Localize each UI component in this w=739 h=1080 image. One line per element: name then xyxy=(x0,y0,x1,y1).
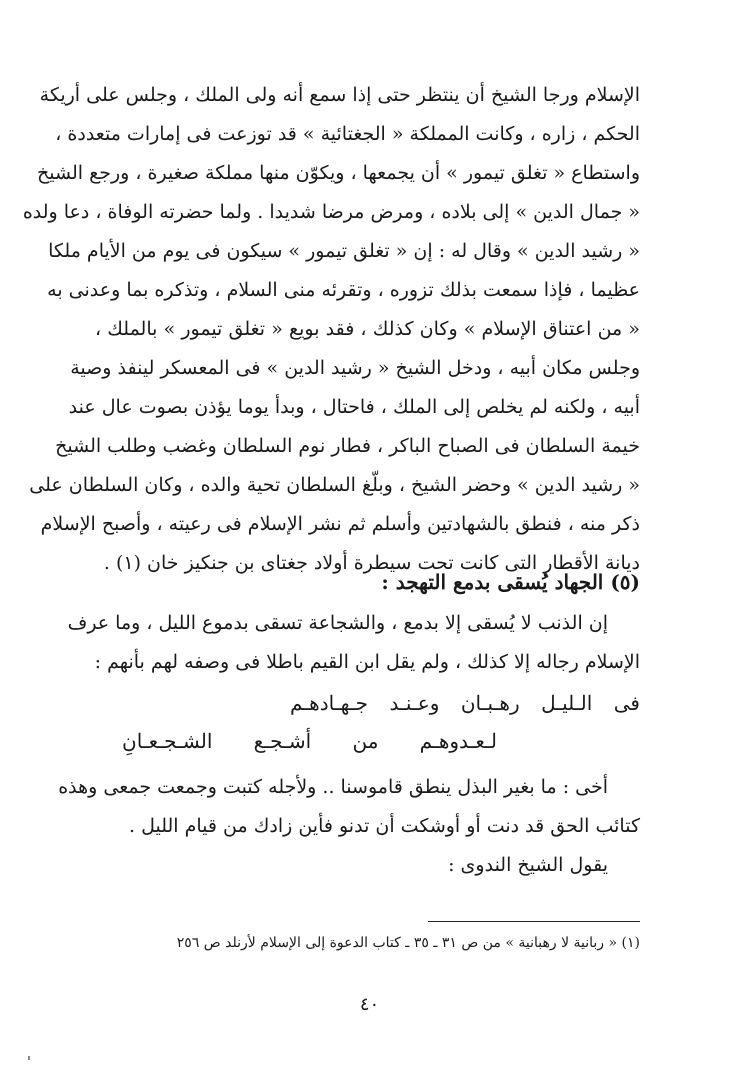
text-line: الإسلام رجاله إلا كذلك ، ولم يقل ابن القيم باطلا فى وصفه لهم بأنهم : xyxy=(94,651,640,673)
verse-hemistich-1: فى الـليـل رهـبـان وعـنـد جـهـادهـم xyxy=(290,691,640,715)
text-line: ديانة الأقطار التى كانت تحت سيطرة أولاد جغتاى بن جنكيز خان (١) . xyxy=(103,552,640,574)
text-line: أخى : ما بغير البذل ينطق قاموسنا .. ولأجله كتبت وجمعت جمعى وهذه xyxy=(58,776,608,798)
scan-speck xyxy=(28,1056,30,1060)
closing-line: يقول الشيخ الندوى : xyxy=(448,854,608,876)
verse-hemistich-2: لـعـدوهـم من أشـجـع الشـجـعـانِ xyxy=(122,729,497,753)
text-line: كتائب الحق قد دنت أو أوشكت أن تدنو فأين زادك من قيام الليل . xyxy=(129,815,640,837)
text-line: الإسلام ورجا الشيخ أن ينتظر حتى إذا سمع أنه ولى الملك ، وجلس على أريكة xyxy=(39,84,640,106)
page-number: ٤٠ xyxy=(359,994,380,1015)
text-line: ذكر منه ، فنطق بالشهادتين وأسلم ثم نشر الإسلام فى رعيته ، وأصبح الإسلام xyxy=(40,513,640,535)
text-line: واستطاع « تغلق تيمور » أن يجمعها ، ويكوّن منها مملكة صغيرة ، ورجع الشيخ xyxy=(37,162,640,184)
text-line: عظيما ، فإذا سمعت بذلك تزوره ، وتقرئه منى السلام ، وتذكره بما وعدنى به xyxy=(47,279,640,301)
footnote: (١) « ربانية لا رهبانية » من ص ٣١ ـ ٣٥ ـ كتاب الدعوة إلى الإسلام لأرنلد ص ٢٥٦ xyxy=(176,935,640,951)
text-line: إن الذنب لا يُسقى إلا بدمع ، والشجاعة تسقى بدموع الليل ، وما عرف xyxy=(67,612,608,634)
text-line: « رشيد الدين » وحضر الشيخ ، وبلّغ السلطان تحية والده ، وكان السلطان على xyxy=(29,474,640,496)
section-heading: (٥) الجهاد يُسقى بدمع التهجد : xyxy=(381,570,640,594)
footnote-divider xyxy=(428,921,640,922)
text-line: أبيه ، ولكنه لم يخلص إلى الملك ، فاحتال ، وبدأ يوما يؤذن بصوت عال عند xyxy=(68,396,640,418)
paragraph-3 xyxy=(58,768,640,885)
text-line: « جمال الدين » إلى بلاده ، ومرض مرضا شديدا . ولما حضرته الوفاة ، دعا ولده xyxy=(22,201,640,223)
paragraph-1 xyxy=(22,76,640,583)
text-line: خيمة السلطان فى الصباح الباكر ، فطار نوم السلطان وغضب وطلب الشيخ xyxy=(55,435,640,457)
text-line: وجلس مكان أبيه ، ودخل الشيخ « رشيد الدين » فى المعسكر لينفذ وصية xyxy=(70,357,640,379)
text-line: « من اعتناق الإسلام » وكان كذلك ، فقد بويع « تغلق تيمور » بالملك ، xyxy=(95,318,640,340)
paragraph-2 xyxy=(67,604,640,682)
text-line: الحكم ، زاره ، وكانت المملكة « الجغتائية » قد توزعت فى إمارات متعددة ، xyxy=(55,123,640,145)
text-line: « رشيد الدين » وقال له : إن « تغلق تيمور » سيكون فى يوم من الأيام ملكا xyxy=(48,240,640,262)
